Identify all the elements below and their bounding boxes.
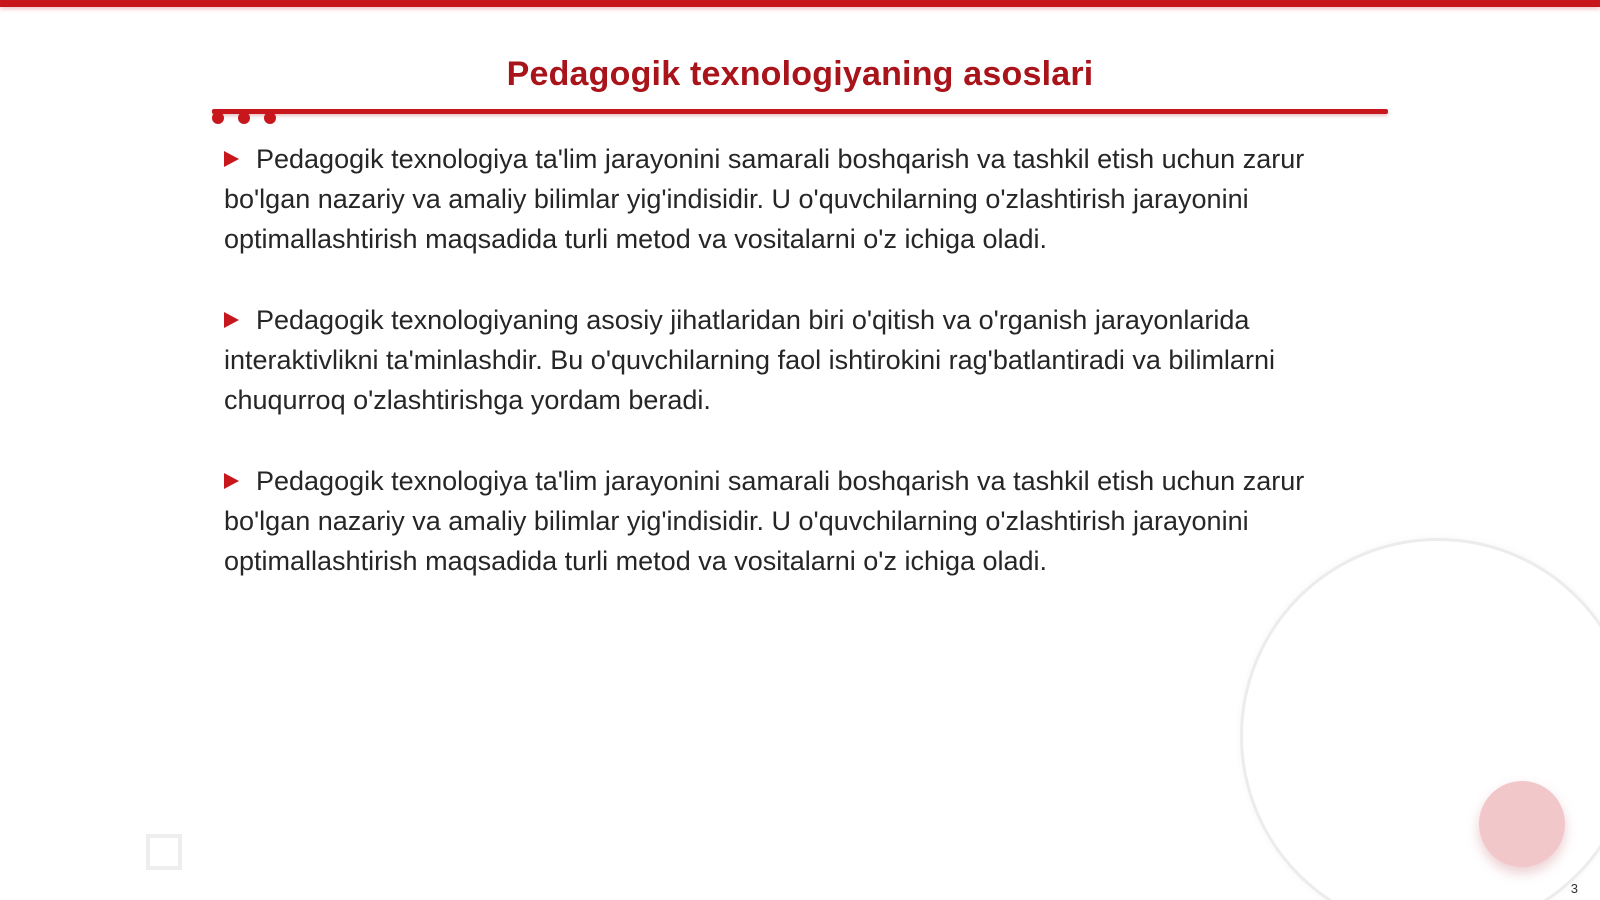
bullet-text-1: Pedagogik texnologiya ta'lim jarayonini samarali boshqarish va tashkil etish uchun zarur bo'lgan nazariy va amaliy bilimlar yig'indisidir. U o'quvchilarning o'zlashtirish jarayonini optimallashtirish maqsadida turli metod va vositalarni o'z ichiga oladi. bbox=[224, 144, 1305, 254]
bullet-item-3 bbox=[224, 461, 1364, 581]
slide-title: Pedagogik texnologiyaning asoslari bbox=[506, 55, 1094, 93]
decor-dot-3 bbox=[264, 112, 276, 124]
decor-square-outline bbox=[146, 834, 182, 870]
decor-small-pink-circle bbox=[1479, 781, 1565, 867]
bullet-list bbox=[224, 139, 1364, 622]
triangle-bullet-icon bbox=[224, 473, 239, 489]
title-underline bbox=[212, 109, 1388, 114]
page-number: 3 bbox=[1570, 881, 1578, 896]
triangle-bullet-icon bbox=[224, 312, 239, 328]
triangle-bullet-icon bbox=[224, 151, 239, 167]
bullet-text-3: Pedagogik texnologiya ta'lim jarayonini samarali boshqarish va tashkil etish uchun zarur bo'lgan nazariy va amaliy bilimlar yig'indisidir. U o'quvchilarning o'zlashtirish jarayonini optimallashtirish maqsadida turli metod va vositalarni o'z ichiga oladi. bbox=[224, 466, 1305, 576]
decor-dot-1 bbox=[212, 112, 224, 124]
bullet-text-2: Pedagogik texnologiyaning asosiy jihatlaridan biri o'qitish va o'rganish jarayonlarida interaktivlikni ta'minlashdir. Bu o'quvchilarning faol ishtirokini rag'batlantiradi va bilimlarni chuqurroq o'zlashtirishga yordam beradi. bbox=[224, 305, 1275, 415]
decor-dot-2 bbox=[238, 112, 250, 124]
bullet-item-1 bbox=[224, 139, 1364, 259]
bullet-item-2 bbox=[224, 300, 1364, 420]
top-accent-bar bbox=[0, 0, 1600, 7]
